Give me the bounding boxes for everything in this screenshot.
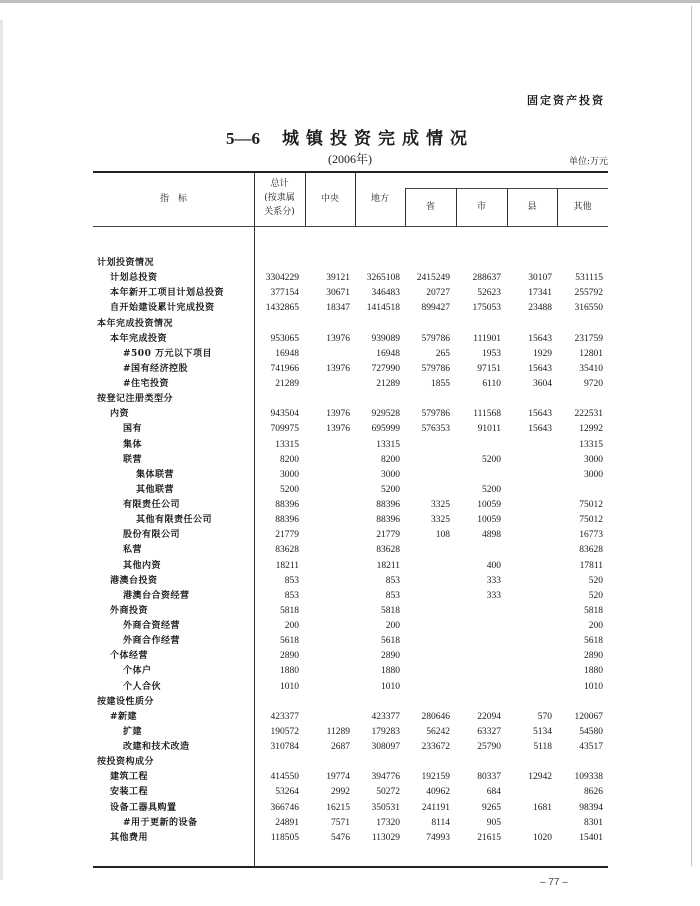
cell-local: 88396 (376, 500, 400, 510)
row-label: 本年完成投资情况 (97, 318, 174, 329)
header-city: 市 (476, 202, 486, 212)
table-row (93, 301, 608, 316)
cell-other: 75012 (579, 500, 603, 510)
cell-local: 5618 (381, 636, 400, 647)
cell-central: 30671 (326, 288, 350, 299)
cell-central: 13976 (326, 409, 350, 420)
cell-total: 83628 (275, 545, 299, 556)
cell-total: 853 (284, 590, 299, 601)
cell-local: 350531 (371, 802, 400, 813)
cell-province: 2415249 (416, 273, 450, 284)
cell-other: 3000 (584, 469, 603, 480)
cell-other: 316550 (574, 303, 603, 314)
cell-city: 1953 (482, 348, 501, 359)
row-label: 个人合伙 (123, 681, 162, 692)
cell-province: 265 (435, 348, 450, 359)
cell-city: 288637 (472, 273, 501, 284)
cell-county: 15643 (528, 363, 552, 374)
row-label: 外商投资 (110, 605, 149, 616)
row-label: 本年完成投资 (110, 333, 168, 344)
cell-city: 91011 (477, 424, 501, 435)
header-county: 县 (527, 202, 537, 212)
cell-city: 6110 (482, 379, 501, 389)
cell-local: 13315 (376, 439, 400, 450)
cell-province: 20727 (426, 288, 450, 299)
row-label: 建筑工程 (110, 772, 149, 783)
cell-local: 83628 (376, 545, 400, 556)
cell-total: 1432865 (265, 303, 299, 314)
table-row (93, 785, 608, 800)
row-label: 本年新开工项目计划总投资 (110, 288, 225, 299)
row-label: 计划总投资 (110, 273, 158, 284)
cell-county: 17341 (528, 288, 552, 299)
table-row (93, 453, 608, 468)
cell-province: 3325 (431, 515, 450, 526)
table-row (93, 347, 608, 362)
cell-province: 899427 (421, 303, 450, 314)
cell-local: 308097 (371, 742, 400, 752)
row-label: 内资 (110, 409, 130, 420)
cell-total: 190572 (270, 726, 299, 737)
cell-province: 74993 (426, 832, 450, 843)
cell-local: 18211 (376, 560, 400, 571)
table-row (93, 695, 608, 710)
cell-other: 2890 (584, 651, 603, 662)
cell-other: 35410 (579, 363, 603, 374)
cell-other: 12801 (579, 348, 603, 359)
cell-total: 1010 (280, 681, 299, 692)
cell-county: 30107 (528, 273, 552, 284)
cell-total: 200 (284, 621, 299, 631)
cell-province: 1855 (431, 379, 450, 389)
table-row (93, 680, 608, 695)
row-label: 外商合资经营 (123, 621, 181, 631)
header-central: 中央 (320, 194, 339, 204)
cell-county: 23488 (528, 303, 552, 314)
cell-other: 13315 (579, 439, 603, 450)
table-row (93, 377, 608, 392)
cell-other: 255792 (574, 288, 603, 299)
cell-city: 400 (486, 560, 501, 571)
header-local: 地方 (370, 194, 389, 204)
scan-edge-left (0, 20, 3, 880)
table-row (93, 407, 608, 422)
cell-province: 108 (435, 530, 450, 541)
row-label: 按登记注册类型分 (97, 394, 174, 405)
cell-central: 11289 (326, 726, 350, 737)
cell-city: 25790 (477, 742, 501, 752)
table-row (93, 528, 608, 543)
cell-local: 5200 (381, 484, 400, 495)
cell-central: 13976 (326, 424, 350, 435)
cell-local: 113029 (371, 832, 400, 843)
cell-city: 63327 (477, 726, 501, 737)
cell-city: 52623 (477, 288, 501, 299)
table-row (93, 271, 608, 286)
row-label: #新建 (110, 711, 138, 722)
table-subtitle: (2006年) (328, 152, 372, 166)
table-row (93, 392, 608, 407)
cell-central: 16215 (326, 802, 350, 813)
cell-local: 853 (385, 590, 400, 601)
table-row (93, 332, 608, 347)
table-row (93, 755, 608, 770)
cell-other: 43517 (579, 742, 603, 752)
cell-local: 929528 (371, 409, 400, 420)
row-label: #500 万元以下项目 (123, 348, 212, 359)
cell-county: 15643 (528, 409, 552, 420)
row-label: 其他内资 (123, 560, 162, 571)
cell-total: 1880 (280, 666, 299, 677)
table-row (93, 619, 608, 634)
cell-total: 414550 (270, 772, 299, 783)
cell-other: 15401 (579, 832, 603, 843)
cell-other: 98394 (579, 802, 603, 813)
row-label: 国有 (123, 424, 143, 435)
cell-other: 1010 (584, 681, 603, 692)
cell-total: 377154 (270, 288, 299, 299)
header-total-line1: 总计 (270, 179, 289, 189)
cell-province: 40962 (426, 787, 450, 798)
header-other: 其他 (573, 202, 592, 212)
table-title-text: 城镇投资完成情况 (282, 129, 474, 149)
row-label: 集体联营 (136, 469, 175, 480)
header-total (254, 177, 305, 219)
table-row (93, 816, 608, 831)
cell-total: 943504 (270, 409, 299, 420)
table-top-rule (93, 171, 608, 173)
cell-city: 333 (486, 590, 501, 601)
header-bottom-rule (93, 226, 608, 227)
row-label: 自开始建设累计完成投资 (110, 303, 215, 314)
cell-city: 10059 (477, 515, 501, 526)
cell-province: 576353 (421, 424, 450, 435)
row-label: 扩建 (123, 726, 143, 737)
row-label: 个体户 (123, 666, 152, 677)
row-label: 按建设性质分 (97, 696, 155, 707)
table-row (93, 604, 608, 619)
table-number: 5—6 (226, 129, 260, 148)
cell-local: 88396 (376, 515, 400, 526)
row-label: 联营 (123, 454, 143, 465)
cell-total: 21289 (275, 379, 299, 389)
table-row (93, 740, 608, 755)
cell-province: 192159 (421, 772, 450, 783)
table-row (93, 543, 608, 558)
cell-city: 5200 (482, 484, 501, 495)
unit-label: 单位:万元 (568, 157, 608, 167)
cell-province: 3325 (431, 500, 450, 510)
cell-local: 394776 (371, 772, 400, 783)
row-label: 其他有限责任公司 (136, 515, 213, 526)
header-indicator: 指 标 (159, 194, 187, 204)
cell-other: 17811 (579, 560, 603, 571)
table-row (93, 831, 608, 846)
cell-other: 222531 (574, 409, 603, 420)
table-row (93, 438, 608, 453)
cell-county: 1929 (533, 348, 552, 359)
cell-local: 3265108 (366, 273, 400, 284)
header-total-line2: (按隶属 (264, 193, 295, 203)
cell-other: 520 (588, 575, 603, 586)
cell-other: 16773 (579, 530, 603, 541)
cell-total: 953065 (270, 333, 299, 344)
row-label: 外商合作经营 (123, 636, 181, 647)
cell-total: 118505 (270, 832, 299, 843)
table-row (93, 498, 608, 513)
cell-province: 280646 (421, 711, 450, 722)
cell-total: 741966 (270, 363, 299, 374)
table-bottom-rule (93, 866, 608, 868)
cell-local: 200 (385, 621, 400, 631)
cell-county: 1681 (533, 802, 552, 813)
row-label: 港澳台合资经营 (123, 590, 190, 601)
cell-local: 423377 (371, 711, 400, 722)
table-row (93, 770, 608, 785)
table-row (93, 801, 608, 816)
row-label: 改建和技术改造 (123, 742, 190, 752)
cell-total: 88396 (275, 515, 299, 526)
cell-local: 17320 (376, 817, 400, 828)
cell-city: 10059 (477, 500, 501, 510)
cell-other: 54580 (579, 726, 603, 737)
cell-province: 56242 (426, 726, 450, 737)
table-title (0, 124, 700, 149)
cell-total: 709975 (270, 424, 299, 435)
cell-total: 310784 (270, 742, 299, 752)
cell-province: 8114 (431, 817, 450, 828)
cell-province: 579786 (421, 333, 450, 344)
cell-other: 200 (588, 621, 603, 631)
cell-local: 179283 (371, 726, 400, 737)
cell-local: 21779 (376, 530, 400, 541)
header-province: 省 (425, 202, 435, 212)
cell-city: 175053 (472, 303, 501, 314)
row-label: #国有经济控股 (123, 363, 189, 374)
table-row (93, 664, 608, 679)
cell-total: 5618 (280, 636, 299, 647)
row-label: 其他联营 (136, 484, 175, 495)
cell-central: 18347 (326, 303, 350, 314)
cell-local: 853 (385, 575, 400, 586)
cell-total: 88396 (275, 500, 299, 510)
cell-total: 5818 (280, 605, 299, 616)
cell-total: 18211 (275, 560, 299, 571)
cell-county: 5118 (533, 742, 552, 752)
cell-city: 111901 (473, 333, 501, 344)
table-row (93, 634, 608, 649)
table-row (93, 317, 608, 332)
cell-local: 50272 (376, 787, 400, 798)
table-row (93, 725, 608, 740)
cell-province: 233672 (421, 742, 450, 752)
table-row (93, 362, 608, 377)
cell-central: 2992 (331, 787, 350, 798)
cell-total: 3304229 (265, 273, 299, 284)
cell-local: 695999 (371, 424, 400, 435)
cell-local: 16948 (376, 348, 400, 359)
row-label: 集体 (123, 439, 143, 450)
cell-other: 83628 (579, 545, 603, 556)
cell-city: 9265 (482, 802, 501, 813)
cell-other: 5618 (584, 636, 603, 647)
cell-province: 579786 (421, 363, 450, 374)
row-label: 港澳台投资 (110, 575, 158, 586)
cell-central: 13976 (326, 363, 350, 374)
cell-other: 231759 (574, 333, 603, 344)
cell-city: 5200 (482, 454, 501, 465)
cell-total: 3000 (280, 469, 299, 480)
cell-total: 5200 (280, 484, 299, 495)
cell-city: 905 (486, 817, 501, 828)
cell-local: 939089 (371, 333, 400, 344)
table-row (93, 286, 608, 301)
cell-central: 13976 (326, 333, 350, 344)
cell-total: 53264 (275, 787, 299, 798)
scan-edge-top (0, 0, 700, 3)
table-row (93, 468, 608, 483)
cell-local: 1414518 (366, 303, 400, 314)
row-label: 其他费用 (110, 832, 149, 843)
cell-county: 3604 (533, 379, 552, 389)
row-label: #用于更新的设备 (123, 817, 198, 828)
cell-county: 1020 (533, 832, 552, 843)
table-row (93, 559, 608, 574)
cell-other: 120067 (574, 711, 603, 722)
cell-county: 5134 (533, 726, 552, 737)
cell-total: 16948 (275, 348, 299, 359)
row-label: 按投资构成分 (97, 757, 155, 768)
row-label: 计划投资情况 (97, 258, 155, 268)
cell-county: 15643 (528, 333, 552, 344)
cell-other: 520 (588, 590, 603, 601)
cell-total: 21779 (275, 530, 299, 541)
cell-other: 9720 (584, 379, 603, 389)
row-label: 股份有限公司 (123, 530, 181, 541)
cell-city: 97151 (477, 363, 501, 374)
table-body (93, 256, 608, 846)
cell-total: 853 (284, 575, 299, 586)
table-row (93, 710, 608, 725)
cell-county: 570 (537, 711, 552, 722)
cell-total: 366746 (270, 802, 299, 813)
cell-province: 579786 (421, 409, 450, 420)
cell-other: 109338 (574, 772, 603, 783)
cell-city: 80337 (477, 772, 501, 783)
cell-central: 5476 (331, 832, 350, 843)
table-row (93, 513, 608, 528)
cell-central: 2687 (331, 742, 350, 752)
row-label: 设备工器具购置 (110, 802, 177, 813)
cell-local: 1880 (381, 666, 400, 677)
cell-other: 5818 (584, 605, 603, 616)
cell-city: 4898 (482, 530, 501, 541)
cell-city: 333 (486, 575, 501, 586)
row-label: 安装工程 (110, 787, 149, 798)
table-row (93, 649, 608, 664)
cell-other: 531115 (575, 273, 603, 284)
cell-other: 1880 (584, 666, 603, 677)
cell-total: 423377 (270, 711, 299, 722)
cell-city: 22094 (477, 711, 501, 722)
cell-central: 19774 (326, 772, 350, 783)
cell-city: 684 (486, 787, 501, 798)
row-label: 个体经营 (110, 651, 149, 662)
cell-local: 2890 (381, 651, 400, 662)
page-number: – 77 – (540, 877, 568, 888)
table-row (93, 422, 608, 437)
cell-other: 8626 (584, 787, 603, 798)
table-row (93, 589, 608, 604)
row-label: 有限责任公司 (123, 500, 181, 510)
cell-county: 15643 (528, 424, 552, 435)
cell-other: 3000 (584, 454, 603, 465)
row-label: #住宅投资 (123, 379, 170, 389)
section-header: 固定资产投资 (527, 94, 605, 107)
cell-local: 727990 (371, 363, 400, 374)
cell-other: 8301 (584, 817, 603, 828)
header-total-line3: 关系分) (264, 207, 295, 217)
cell-local: 21289 (376, 379, 400, 389)
cell-local: 5818 (381, 605, 400, 616)
cell-other: 12992 (579, 424, 603, 435)
cell-total: 8200 (280, 454, 299, 465)
table-row (93, 483, 608, 498)
table-row (93, 256, 608, 271)
cell-local: 1010 (381, 681, 400, 692)
cell-central: 39121 (326, 273, 350, 284)
cell-other: 75012 (579, 515, 603, 526)
cell-province: 241191 (421, 802, 450, 813)
cell-county: 12942 (528, 772, 552, 783)
cell-local: 3000 (381, 469, 400, 480)
cell-city: 21615 (477, 832, 501, 843)
table-row (93, 574, 608, 589)
cell-local: 346483 (371, 288, 400, 299)
cell-total: 24891 (275, 817, 299, 828)
cell-total: 13315 (275, 439, 299, 450)
cell-local: 8200 (381, 454, 400, 465)
cell-central: 7571 (331, 817, 350, 828)
cell-city: 111568 (473, 409, 501, 420)
row-label: 私营 (123, 545, 143, 556)
cell-total: 2890 (280, 651, 299, 662)
